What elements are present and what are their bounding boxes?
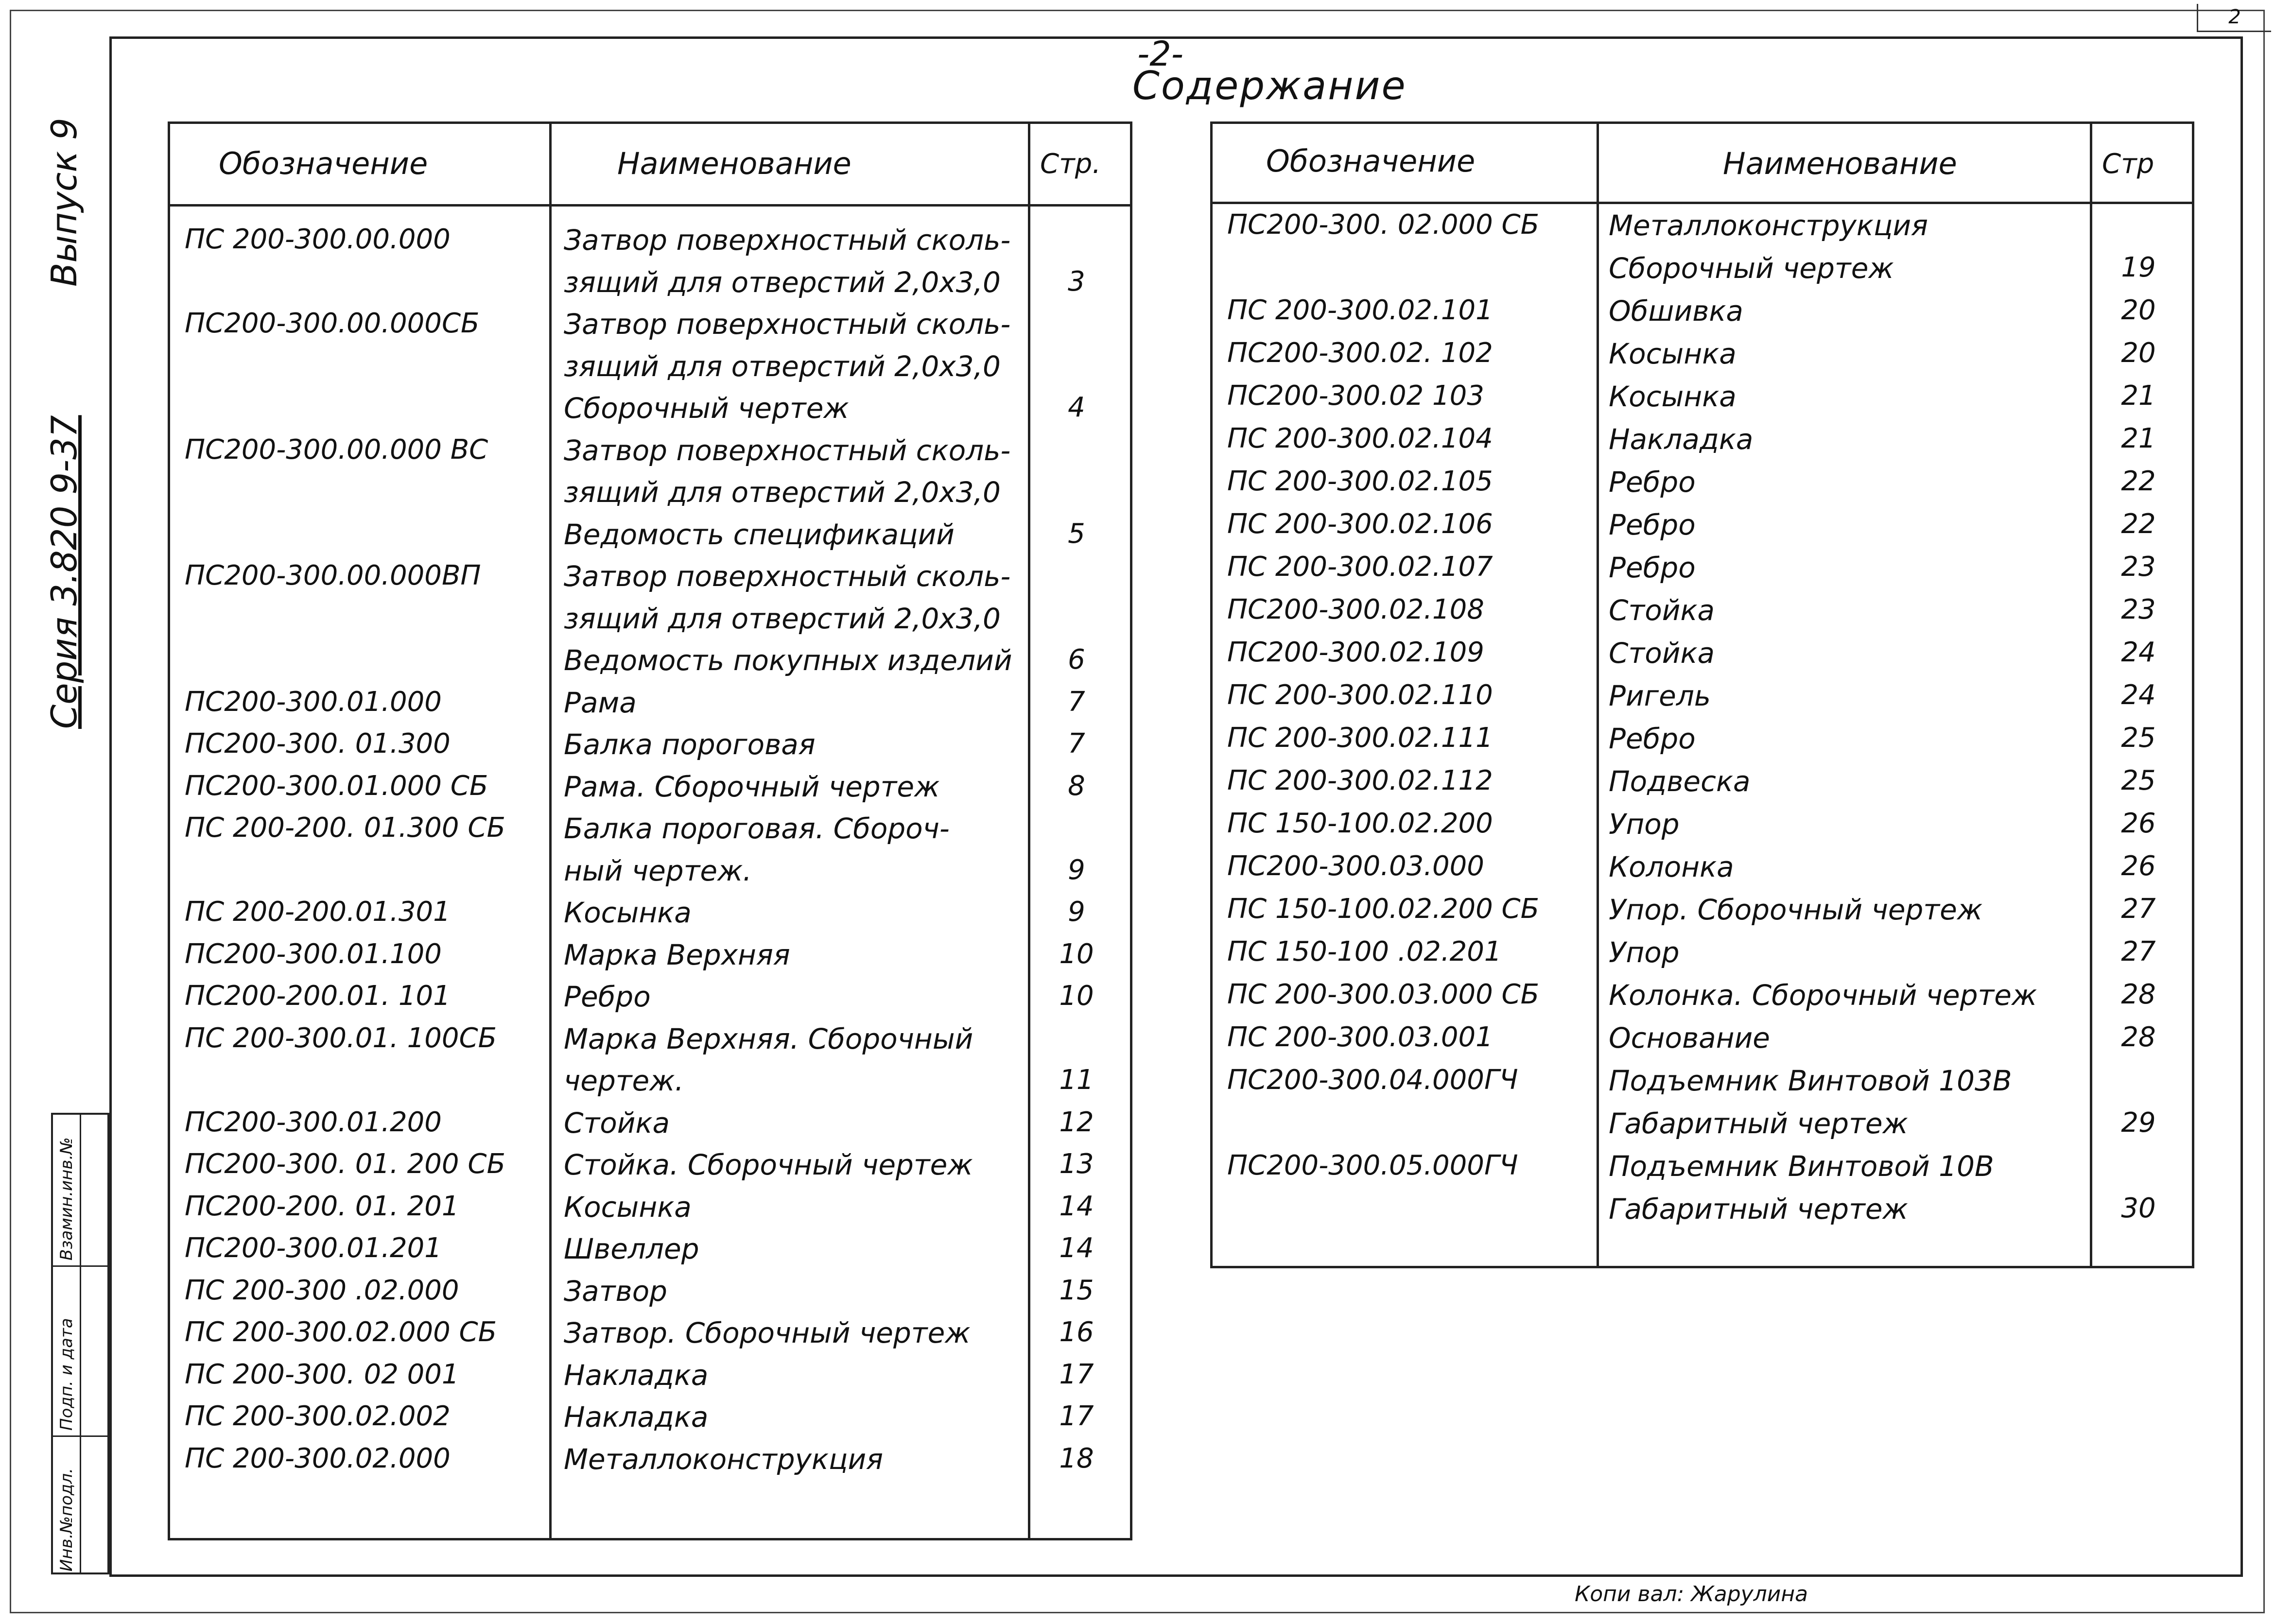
left-row-name: Рама. Сборочный чертеж [564, 770, 940, 803]
right-row-page: 21 [2121, 423, 2156, 454]
sheet-number-box [2197, 4, 2271, 32]
left-row-name: Затвор поверхностный сколь- [564, 224, 1011, 257]
left-row-page: 17 [1059, 1400, 1094, 1432]
right-row-page: 19 [2121, 252, 2156, 283]
left-row-name: Стойка. Сборочный чертеж [564, 1148, 973, 1181]
left-row-name: зящий для отверстий 2,0х3,0 [564, 349, 1001, 383]
right-row-page: 23 [2121, 594, 2156, 625]
right-row-name: Габаритный чертеж [1609, 1192, 1908, 1226]
left-row-code: ПС 200-300.00.000 [185, 224, 451, 255]
left-row-name: Затвор поверхностный сколь- [564, 560, 1011, 593]
left-row-page: 4 [1068, 392, 1085, 423]
left-row-code: ПС200-300.01.200 [185, 1106, 442, 1138]
left-row-name: Накладка [564, 1358, 709, 1392]
left-row-name: зящий для отверстий 2,0х3,0 [564, 602, 1001, 635]
left-row-code: ПС 200-300. 02 001 [185, 1358, 459, 1390]
right-row-page: 30 [2121, 1192, 2156, 1224]
right-row-code: ПС200-300.04.000ГЧ [1227, 1064, 1518, 1096]
right-row-name: Стойка [1609, 594, 1715, 627]
right-row-code: ПС 200-300.02.107 [1227, 551, 1493, 583]
page-number: -2- [1137, 34, 1184, 74]
left-row-code: ПС200-300. 01.300 [185, 728, 451, 760]
right-header-designation: Обозначение [1266, 143, 1476, 179]
right-row-page: 28 [2121, 979, 2156, 1010]
right-row-code: ПС 200-300.02.104 [1227, 423, 1493, 454]
right-row-name: Подъемник Винтовой 103В [1609, 1064, 2012, 1097]
right-row-name: Обшивка [1609, 294, 1743, 328]
right-row-code: ПС 200-300.02.110 [1227, 679, 1493, 711]
left-row-code: ПС 200-300.02.002 [185, 1400, 451, 1432]
right-row-name: Косынка [1609, 380, 1737, 413]
left-row-name: Накладка [564, 1400, 709, 1434]
left-row-page: 18 [1059, 1442, 1094, 1474]
left-row-page: 8 [1068, 770, 1085, 802]
right-row-code: ПС200-300.02.109 [1227, 637, 1484, 668]
left-row-name: Балка пороговая. Сбороч- [564, 812, 950, 845]
right-row-code: ПС200-300.03.000 [1227, 850, 1484, 882]
right-row-page: 24 [2121, 637, 2156, 668]
right-row-name: Колонка. Сборочный чертеж [1609, 979, 2037, 1012]
left-header-page: Стр. [1040, 148, 1101, 180]
stamp-inv-no: Инв.№подл. [57, 1468, 76, 1572]
issue-label: Выпуск 9 [44, 118, 85, 287]
contents-table-right [1210, 121, 2194, 1268]
approval-stamp [51, 1113, 109, 1574]
left-row-code: ПС200-300.01.100 [185, 938, 442, 970]
right-row-code: ПС 200-300.02.112 [1227, 765, 1493, 796]
left-row-code: ПС200-300.00.000 ВС [185, 433, 488, 466]
right-row-code: ПС200-300.02. 102 [1227, 337, 1493, 369]
right-row-name: Ребро [1609, 508, 1696, 541]
left-row-page: 9 [1068, 896, 1085, 928]
series-label: Серия 3.820 9-37 [44, 415, 85, 729]
right-row-name: Ребро [1609, 722, 1696, 755]
left-header-designation: Обозначение [219, 146, 428, 181]
right-row-name: Ригель [1609, 679, 1711, 712]
right-row-code: ПС200-300.02 103 [1227, 380, 1484, 412]
left-row-code: ПС 200-200. 01.300 СБ [185, 812, 505, 844]
right-row-page: 28 [2121, 1021, 2156, 1053]
left-row-name: Сборочный чертеж [564, 392, 849, 425]
left-row-page: 17 [1059, 1358, 1094, 1390]
right-row-name: Накладка [1609, 423, 1754, 456]
left-row-name: Затвор поверхностный сколь- [564, 433, 1011, 467]
left-row-name: Металлоконструкция [564, 1442, 884, 1476]
left-row-code: ПС200-300.01.201 [185, 1232, 442, 1264]
left-row-code: ПС 200-200.01.301 [185, 896, 451, 928]
left-row-name: Ребро [564, 980, 651, 1013]
right-row-name: Упор [1609, 808, 1680, 841]
right-row-page: 27 [2121, 936, 2156, 967]
stamp-replace-inv: Взамин.инв.№ [57, 1137, 76, 1261]
left-row-code: ПС200-200. 01. 201 [185, 1190, 459, 1222]
left-row-page: 6 [1068, 644, 1085, 675]
left-row-code: ПС200-300.00.000СБ [185, 308, 480, 339]
right-row-page: 23 [2121, 551, 2156, 583]
right-row-code: ПС200-300. 02.000 СБ [1227, 209, 1540, 241]
right-row-page: 26 [2121, 808, 2156, 839]
right-row-name: Колонка [1609, 850, 1734, 883]
left-row-code: ПС200-300.00.000ВП [185, 560, 481, 591]
right-row-name: Габаритный чертеж [1609, 1107, 1908, 1140]
left-row-page: 7 [1068, 728, 1085, 760]
copied-by: Копи вал: Жарулина [1575, 1582, 1808, 1607]
left-row-code: ПС 200-300.02.000 [185, 1442, 451, 1474]
left-row-name: Затвор [564, 1274, 667, 1308]
left-row-name: Стойка [564, 1106, 670, 1140]
left-row-name: зящий для отверстий 2,0х3,0 [564, 476, 1001, 509]
right-row-name: Косынка [1609, 337, 1737, 370]
left-row-code: ПС200-300.01.000 СБ [185, 770, 488, 802]
right-row-page: 26 [2121, 850, 2156, 882]
right-row-page: 20 [2121, 294, 2156, 326]
left-row-page: 11 [1059, 1064, 1094, 1096]
right-row-name: Упор. Сборочный чертеж [1609, 893, 1983, 926]
right-row-name: Сборочный чертеж [1609, 252, 1894, 285]
left-row-name: Затвор поверхностный сколь- [564, 308, 1011, 341]
sheet-number: 2 [2228, 6, 2241, 28]
right-row-code: ПС 200-300.02.111 [1227, 722, 1493, 754]
right-header-page: Стр [2102, 148, 2154, 180]
right-row-code: ПС 200-300.02.106 [1227, 508, 1493, 540]
right-row-page: 25 [2121, 765, 2156, 796]
right-row-code: ПС 150-100 .02.201 [1227, 936, 1502, 967]
left-row-page: 10 [1059, 980, 1094, 1012]
right-row-code: ПС 200-300.03.001 [1227, 1021, 1493, 1053]
right-row-name: Металлоконструкция [1609, 209, 1928, 242]
page-title: Содержание [1132, 63, 1407, 108]
right-row-page: 24 [2121, 679, 2156, 711]
left-row-name: зящий для отверстий 2,0х3,0 [564, 265, 1001, 299]
left-row-name: Марка Верхняя [564, 938, 790, 971]
left-row-code: ПС 200-300.02.000 СБ [185, 1316, 497, 1348]
left-row-name: Швеллер [564, 1232, 699, 1265]
left-row-page: 13 [1059, 1148, 1094, 1180]
right-row-code: ПС200-300.02.108 [1227, 594, 1484, 625]
left-row-page: 14 [1059, 1190, 1094, 1222]
left-row-name: ный чертеж. [564, 854, 752, 887]
left-row-name: Марка Верхняя. Сборочный [564, 1022, 973, 1055]
right-row-page: 22 [2121, 508, 2156, 540]
right-row-page: 21 [2121, 380, 2156, 412]
left-row-code: ПС 200-300 .02.000 [185, 1274, 459, 1306]
left-row-code: ПС 200-300.01. 100СБ [185, 1022, 497, 1054]
right-header-name: Наименование [1723, 146, 1957, 181]
right-row-code: ПС 150-100.02.200 СБ [1227, 893, 1540, 925]
left-row-page: 12 [1059, 1106, 1094, 1138]
right-row-page: 29 [2121, 1107, 2156, 1139]
left-row-page: 15 [1059, 1274, 1094, 1306]
left-header-name: Наименование [617, 146, 851, 181]
stamp-sign-date: Подп. и дата [57, 1318, 76, 1431]
right-row-page: 25 [2121, 722, 2156, 754]
left-row-page: 9 [1068, 854, 1085, 886]
right-row-page: 27 [2121, 893, 2156, 925]
right-row-code: ПС200-300.05.000ГЧ [1227, 1150, 1518, 1181]
right-row-code: ПС 150-100.02.200 [1227, 808, 1493, 839]
right-row-code: ПС 200-300.02.101 [1227, 294, 1493, 326]
left-row-code: ПС200-200.01. 101 [185, 980, 451, 1012]
right-row-page: 20 [2121, 337, 2156, 369]
left-row-name: Ведомость покупных изделий [564, 644, 1012, 677]
left-row-page: 7 [1068, 686, 1085, 718]
right-row-name: Ребро [1609, 551, 1696, 584]
right-row-name: Подъемник Винтовой 10В [1609, 1150, 1994, 1183]
right-row-code: ПС 200-300.02.105 [1227, 466, 1493, 497]
left-row-page: 10 [1059, 938, 1094, 970]
right-row-name: Упор [1609, 936, 1680, 969]
contents-table-left [168, 121, 1132, 1540]
left-row-page: 5 [1068, 518, 1085, 550]
left-row-name: Рама [564, 686, 637, 719]
right-row-page: 22 [2121, 466, 2156, 497]
left-row-name: Затвор. Сборочный чертеж [564, 1316, 971, 1349]
right-row-name: Ребро [1609, 466, 1696, 499]
right-row-name: Стойка [1609, 637, 1715, 670]
left-row-name: Балка пороговая [564, 728, 816, 761]
left-row-name: Косынка [564, 1190, 692, 1224]
left-row-page: 3 [1068, 265, 1085, 297]
left-row-name: чертеж. [564, 1064, 684, 1097]
left-row-name: Косынка [564, 896, 692, 929]
left-row-page: 16 [1059, 1316, 1094, 1348]
right-row-name: Подвеска [1609, 765, 1751, 798]
right-row-code: ПС 200-300.03.000 СБ [1227, 979, 1540, 1010]
left-row-name: Ведомость спецификаций [564, 518, 955, 551]
left-row-page: 14 [1059, 1232, 1094, 1264]
right-row-name: Основание [1609, 1021, 1770, 1054]
left-row-code: ПС200-300.01.000 [185, 686, 442, 718]
left-row-code: ПС200-300. 01. 200 СБ [185, 1148, 505, 1180]
